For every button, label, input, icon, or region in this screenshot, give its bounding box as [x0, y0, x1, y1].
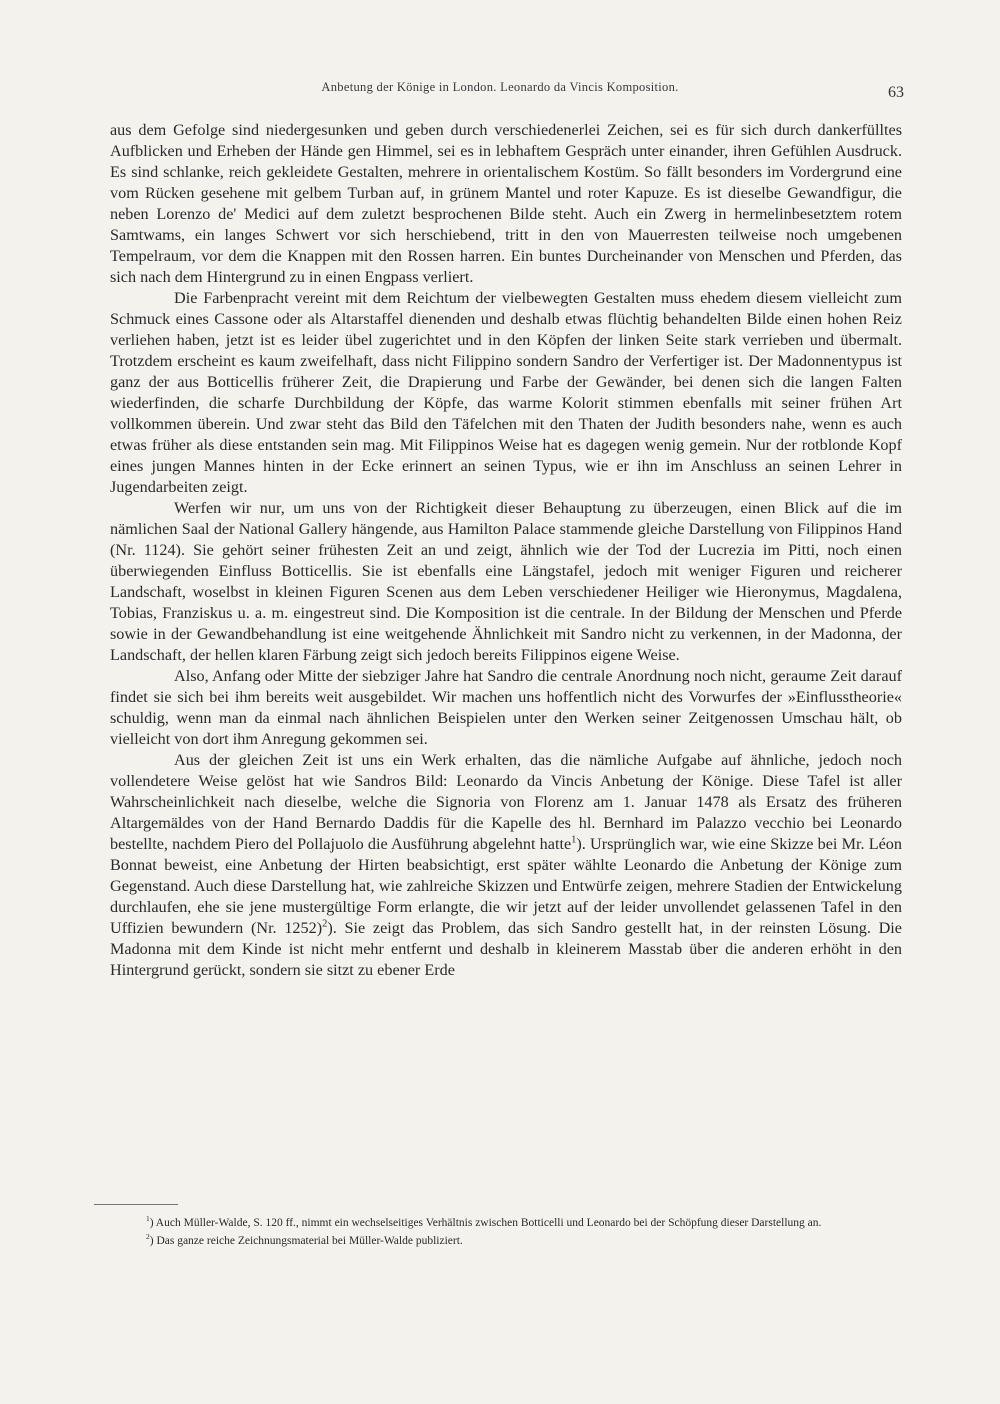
paragraph-5-part-3: ). Sie zeigt das Problem, das sich Sandro gestellt hat, in der reinsten Lösung. Die Madonna mit dem Kinde ist nicht mehr entfernt und deshalb in kleinerem Masstab über die anderen erhöht in den Hintergrund gerückt, sondern sie sitzt zu ebener Erde: [110, 919, 902, 979]
footnotes: [110, 1214, 895, 1250]
paragraph-5-part-2: ). Ursprünglich war, wie eine Skizze bei Mr. Léon Bonnat beweist, eine Anbetung der Hirten beabsichtigt, erst später wählte Leonardo die Anbetung der Könige zum Gegenstand. Auch diese Darstellung hat, wie zahlreiche Skizzen und Entwürfe zeigen, mehrere Stadien der Entwickelung durchlaufen, ehe sie jene mustergültige Form erlangte, die wir jetzt auf der leider unvollendet gelassenen Tafel in den Uffizien bewundern (Nr. 1252): [110, 835, 902, 937]
main-text: [110, 120, 902, 981]
footnote-1: [110, 1214, 895, 1232]
paragraph-5: [110, 750, 902, 981]
footnote-text: ) Das ganze reiche Zeichnungsmaterial bei Müller-Walde publiziert.: [149, 1235, 463, 1247]
footnote-mark: 2: [146, 1232, 150, 1242]
footnote-text: ) Auch Müller-Walde, S. 120 ff., nimmt ein wechselseitiges Verhältnis zwischen Botticelli und Leonardo bei der Schöpfung dieser Darstellung an.: [149, 1217, 822, 1229]
footnote-ref-1: 1: [571, 834, 577, 846]
footnote-ref-2: 2: [322, 918, 328, 930]
paragraph-2: Die Farbenpracht vereint mit dem Reichtum der vielbewegten Gestalten muss ehedem diesem vielleicht zum Schmuck eines Cassone oder als Altarstaffel dienenden und deshalb etwas flüchtig behandelten Bilde einen hohen Reiz verliehen haben, jetzt ist es leider übel zugerichtet und in den Köpfen der linken Seite stark verrieben und übermalt. Trotzdem erscheint es kaum zweifelhaft, dass nicht Filippino sondern Sandro der Verfertiger ist. Der Madonnentypus ist ganz der aus Botticellis früherer Zeit, die Drapierung und Farbe der Gewänder, bei denen sich die langen Falten wiederfinden, die scharfe Durchbildung der Köpfe, das warme Kolorit stimmen ebenfalls mit seiner frühen Art vollkommen überein. Und zwar steht das Bild den Täfelchen mit den Thaten der Judith besonders nahe, wenn es auch etwas früher als diese entstanden sein mag. Mit Filippinos Weise hat es dagegen wenig gemein. Nur der rotblonde Kopf eines jungen Mannes hinten in der Ecke erinnert an seinen Typus, wie er ihn im Anschluss an seinen Lehrer in Jugendarbeiten zeigt.: [110, 289, 902, 496]
footnote-mark: 1: [146, 1214, 150, 1224]
paragraph-4: Also, Anfang oder Mitte der siebziger Jahre hat Sandro die centrale Anordnung noch nicht, geraume Zeit darauf findet sie sich bei ihm bereits weit ausgebildet. Wir machen uns hoffentlich nicht des Vorwurfes der »Einflusstheorie« schuldig, wenn man da einmal nach ähnlichen Beispielen unter den Werken seiner Zeitgenossen Umschau hält, ob vielleicht von dort ihm Anregung gekommen sei.: [110, 667, 902, 748]
paragraph-5-part-1: Aus der gleichen Zeit ist uns ein Werk erhalten, das die nämliche Aufgabe auf ähnliche, jedoch noch vollendetere Weise gelöst hat wie Sandros Bild: Leonardo da Vincis Anbetung der Könige. Diese Tafel ist aller Wahrscheinlichkeit nach dieselbe, welche die Signoria von Florenz am 1. Januar 1478 als Ersatz des früheren Altargemäldes von der Hand Bernardo Daddis für die Kapelle des hl. Bernhard im Palazzo vecchio bei Leonardo bestellte, nachdem Piero del Pollajuolo die Ausführung abgelehnt hatte: [110, 751, 902, 853]
footnote-2: [110, 1232, 895, 1250]
paragraph-3: Werfen wir nur, um uns von der Richtigkeit dieser Behauptung zu überzeugen, einen Blick auf die im nämlichen Saal der National Gallery hängende, aus Hamilton Palace stammende gleiche Darstellung von Filippinos Hand (Nr. 1124). Sie gehört seiner frühesten Zeit an und zeigt, ähnlich wie der Tod der Lucrezia im Pitti, noch einen überwiegenden Einfluss Botticellis. Sie ist ebenfalls eine Längstafel, jedoch mit weniger Figuren und reicherer Landschaft, woselbst in kleinen Figuren Scenen aus dem Leben verschiedener Heiliger wie Hieronymus, Magdalena, Tobias, Franziskus u. a. m. eingestreut sind. Die Komposition ist die centrale. In der Bildung der Menschen und Pferde sowie in der Gewandbehandlung ist eine weitgehende Ähnlichkeit mit Sandro nicht zu verkennen, in der Madonna, der Landschaft, der hellen klaren Färbung zeigt sich jedoch bereits Filippinos eigene Weise.: [110, 499, 902, 664]
paragraph-1: aus dem Gefolge sind niedergesunken und geben durch verschiedenerlei Zeichen, sei es für sich durch dankerfülltes Aufblicken und Erheben der Hände gen Himmel, sei es in lebhaftem Gespräch unter einander, ihren Gefühlen Ausdruck. Es sind schlanke, reich gekleidete Gestalten, mehrere in orientalischem Kostüm. So fällt besonders im Vordergrund eine vom Rücken gesehene mit gelbem Turban auf, in grünem Mantel und roter Kapuze. Es ist dieselbe Gewandfigur, die neben Lorenzo de' Medici auf dem zuletzt besprochenen Bilde steht. Auch ein Zwerg in hermelinbesetztem rotem Samtwams, ein langes Schwert vor sich herschiebend, tritt in den von Mauerresten teilweise noch umgebenen Tempelraum, vor dem die Knappen mit den Rossen harren. Ein buntes Durcheinander von Menschen und Pferden, das sich nach dem Hintergrund zu in einen Engpass verliert.: [110, 121, 902, 286]
running-head: Anbetung der Könige in London. Leonardo da Vincis Komposition.: [321, 80, 679, 94]
footnote-divider: [94, 1204, 178, 1205]
page-number: 63: [888, 84, 904, 101]
